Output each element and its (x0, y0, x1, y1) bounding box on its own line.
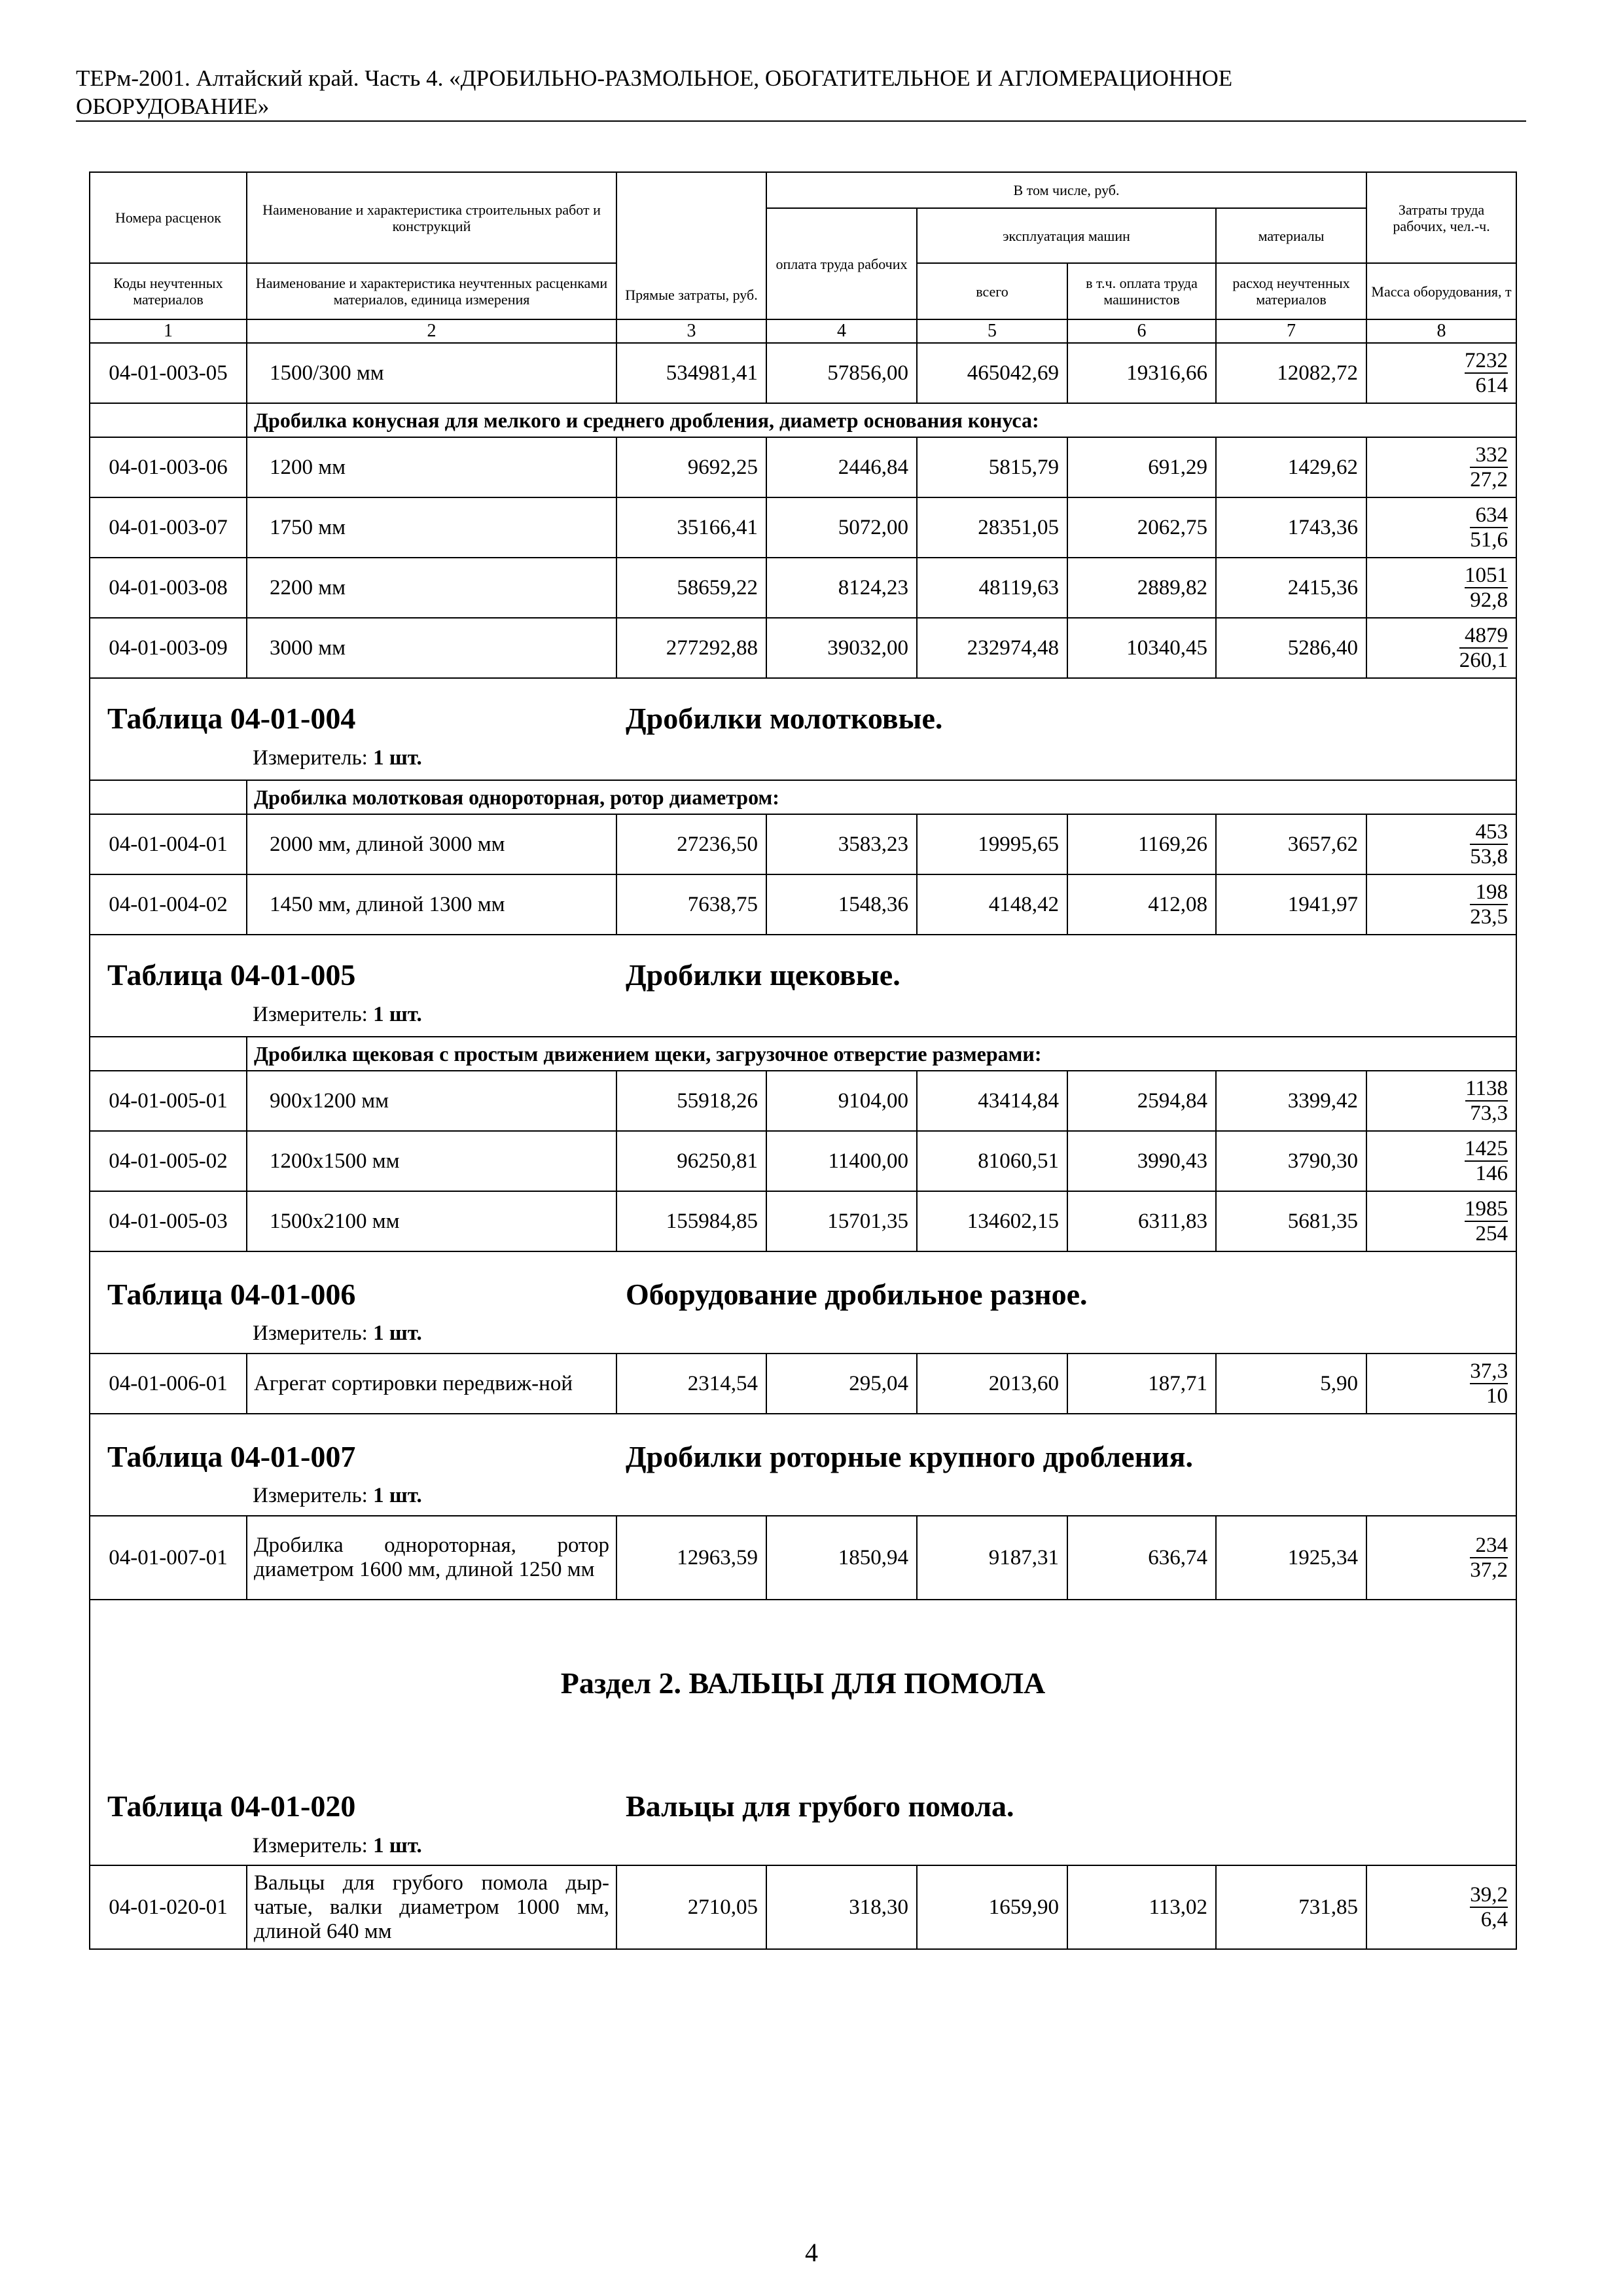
group-heading: Дробилка щековая с простым движением щеки, загрузочное отверстие размерами: (247, 1037, 1516, 1071)
labor-mass-cell (1366, 874, 1516, 935)
direct-cost: 2710,05 (616, 1865, 766, 1949)
worker-wages: 1548,36 (766, 874, 917, 935)
rate-name: 1750 мм (247, 497, 616, 558)
direct-cost: 7638,75 (616, 874, 766, 935)
hdr-machines: эксплуатация машин (917, 208, 1216, 263)
table-row (90, 1865, 1516, 1949)
rate-code: 04-01-007-01 (90, 1516, 247, 1600)
razdel-section (90, 1600, 1516, 1865)
section-table-title: Дробилки щековые. (626, 958, 901, 992)
labor-hours: 4879 (1459, 624, 1508, 649)
hdr-material-names: Наименование и характеристика неучтенных расценками материалов, единица измерения (247, 263, 616, 319)
table-section (90, 678, 1516, 780)
col-num: 2 (247, 319, 616, 343)
section-measure (253, 1003, 422, 1027)
table-row (90, 1131, 1516, 1191)
hdr-material-use: расход неучтенных материалов (1216, 263, 1366, 319)
measure-label: Измеритель: (253, 1003, 368, 1026)
rate-name: 1450 мм, длиной 1300 мм (247, 874, 616, 935)
col-num: 8 (1366, 319, 1516, 343)
labor-mass-fraction (1470, 880, 1508, 929)
table-row (90, 874, 1516, 935)
hdr-rate-numbers: Номера расценок (90, 172, 247, 263)
labor-mass-fraction (1465, 564, 1508, 612)
labor-hours: 332 (1470, 443, 1508, 468)
rate-name: 1200 мм (247, 437, 616, 497)
hdr-wages: оплата труда рабочих (766, 208, 917, 319)
measure-label: Измеритель: (253, 746, 368, 770)
worker-wages: 5072,00 (766, 497, 917, 558)
worker-wages: 39032,00 (766, 618, 917, 678)
worker-wages: 295,04 (766, 1354, 917, 1414)
page-header (76, 64, 1526, 120)
worker-wages: 57856,00 (766, 343, 917, 403)
section-table-label: Таблица 04-01-007 (107, 1440, 356, 1473)
table-row (90, 558, 1516, 618)
hdr-labor: Затраты труда рабочих, чел.-ч. (1366, 172, 1516, 263)
labor-mass-cell (1366, 558, 1516, 618)
section-measure (253, 1484, 422, 1508)
equipment-mass: 37,2 (1470, 1558, 1508, 1582)
worker-wages: 15701,35 (766, 1191, 917, 1251)
labor-mass-fraction (1470, 503, 1508, 552)
measure-value: 1 шт. (373, 746, 422, 770)
machines-total: 134602,15 (917, 1191, 1067, 1251)
direct-cost: 55918,26 (616, 1071, 766, 1131)
group-heading-row (90, 403, 1516, 437)
group-heading-row (90, 1037, 1516, 1071)
worker-wages: 11400,00 (766, 1131, 917, 1191)
rate-code: 04-01-003-06 (90, 437, 247, 497)
machinist-wages: 10340,45 (1067, 618, 1216, 678)
rate-code: 04-01-005-01 (90, 1071, 247, 1131)
table-header-row-1 (90, 172, 1516, 208)
hdr-machines-total: всего (917, 263, 1067, 319)
rate-code: 04-01-003-07 (90, 497, 247, 558)
labor-hours: 453 (1470, 820, 1508, 845)
table-section-row (90, 678, 1516, 780)
materials-cost: 731,85 (1216, 1865, 1366, 1949)
group-spacer (90, 1037, 247, 1071)
rate-code: 04-01-003-09 (90, 618, 247, 678)
direct-cost: 35166,41 (616, 497, 766, 558)
measure-value: 1 шт. (373, 1834, 422, 1857)
machinist-wages: 19316,66 (1067, 343, 1216, 403)
col-num: 4 (766, 319, 917, 343)
labor-hours: 198 (1470, 880, 1508, 905)
direct-cost: 9692,25 (616, 437, 766, 497)
rate-code: 04-01-005-02 (90, 1131, 247, 1191)
machines-total: 9187,31 (917, 1516, 1067, 1600)
col-num: 1 (90, 319, 247, 343)
header-line-1: ТЕРм-2001. Алтайский край. Часть 4. «ДРОБИЛЬНО-РАЗМОЛЬНОЕ, ОБОГАТИТЕЛЬНОЕ И АГЛОМЕРАЦИОННОЕ (76, 65, 1233, 91)
machines-total: 5815,79 (917, 437, 1067, 497)
group-heading: Дробилка молотковая однороторная, ротор диаметром: (247, 780, 1516, 814)
materials-cost: 1743,36 (1216, 497, 1366, 558)
machinist-wages: 2889,82 (1067, 558, 1216, 618)
col-num: 5 (917, 319, 1067, 343)
materials-cost: 3657,62 (1216, 814, 1366, 874)
section-table-title: Вальцы для грубого помола. (626, 1789, 1014, 1823)
hdr-material-codes: Коды неучтенных материалов (90, 263, 247, 319)
section-measure (253, 1321, 422, 1346)
table-section-row (90, 1414, 1516, 1516)
rate-code: 04-01-004-02 (90, 874, 247, 935)
materials-cost: 5286,40 (1216, 618, 1366, 678)
group-spacer (90, 780, 247, 814)
labor-mass-cell (1366, 1516, 1516, 1600)
machinist-wages: 187,71 (1067, 1354, 1216, 1414)
rate-name: 1200x1500 мм (247, 1131, 616, 1191)
table-row (90, 618, 1516, 678)
table-section-row (90, 935, 1516, 1037)
labor-mass-fraction (1470, 443, 1508, 492)
section-measure (253, 746, 422, 770)
group-heading-row (90, 780, 1516, 814)
machinist-wages: 113,02 (1067, 1865, 1216, 1949)
table-section (90, 935, 1516, 1037)
labor-hours: 1051 (1465, 563, 1508, 587)
worker-wages: 3583,23 (766, 814, 917, 874)
rate-name: 1500/300 мм (247, 343, 616, 403)
equipment-mass: 23,5 (1470, 905, 1508, 929)
table-row (90, 497, 1516, 558)
section-table-label: Таблица 04-01-004 (107, 702, 356, 735)
labor-hours: 1985 (1465, 1196, 1508, 1221)
table-row (90, 343, 1516, 403)
rate-name: 1500x2100 мм (247, 1191, 616, 1251)
machines-total: 81060,51 (917, 1131, 1067, 1191)
table-row (90, 1191, 1516, 1251)
equipment-mass: 73,3 (1470, 1101, 1508, 1125)
machines-total: 19995,65 (917, 814, 1067, 874)
machines-total: 232974,48 (917, 618, 1067, 678)
equipment-mass: 27,2 (1470, 467, 1508, 492)
machines-total: 465042,69 (917, 343, 1067, 403)
direct-cost: 58659,22 (616, 558, 766, 618)
labor-hours: 1425 (1465, 1136, 1508, 1160)
materials-cost: 5681,35 (1216, 1191, 1366, 1251)
table-section (90, 1251, 1516, 1354)
machines-total: 1659,90 (917, 1865, 1067, 1949)
direct-cost: 155984,85 (616, 1191, 766, 1251)
column-numbers-row (90, 319, 1516, 343)
hdr-materials: материалы (1216, 208, 1366, 263)
worker-wages: 9104,00 (766, 1071, 917, 1131)
table-row (90, 1354, 1516, 1414)
group-spacer (90, 403, 247, 437)
rate-name: 900x1200 мм (247, 1071, 616, 1131)
labor-mass-cell (1366, 618, 1516, 678)
price-table (89, 171, 1517, 1950)
labor-mass-fraction (1470, 1883, 1508, 1931)
labor-mass-cell (1366, 1131, 1516, 1191)
materials-cost: 1429,62 (1216, 437, 1366, 497)
machinist-wages: 691,29 (1067, 437, 1216, 497)
col-num: 7 (1216, 319, 1366, 343)
page-number: 4 (805, 2238, 818, 2267)
rate-code: 04-01-006-01 (90, 1354, 247, 1414)
hdr-in-total: В том числе, руб. (766, 172, 1366, 208)
col-num: 3 (616, 319, 766, 343)
section-table-title: Дробилки роторные крупного дробления. (626, 1440, 1193, 1473)
labor-hours: 234 (1470, 1534, 1508, 1558)
labor-mass-fraction (1465, 1197, 1508, 1246)
section-table-title: Дробилки молотковые. (626, 702, 943, 735)
equipment-mass: 10 (1486, 1384, 1508, 1408)
measure-value: 1 шт. (373, 1321, 422, 1345)
section-heading: Раздел 2. ВАЛЬЦЫ ДЛЯ ПОМОЛА (560, 1666, 1046, 1700)
labor-hours: 7232 (1465, 348, 1508, 372)
direct-cost: 277292,88 (616, 618, 766, 678)
materials-cost: 5,90 (1216, 1354, 1366, 1414)
machinist-wages: 1169,26 (1067, 814, 1216, 874)
machinist-wages: 3990,43 (1067, 1131, 1216, 1191)
table-row (90, 814, 1516, 874)
razdel-section-row (90, 1600, 1516, 1865)
direct-cost: 534981,41 (616, 343, 766, 403)
rate-name: 2200 мм (247, 558, 616, 618)
equipment-mass: 92,8 (1470, 588, 1508, 612)
labor-mass-cell (1366, 1354, 1516, 1414)
section-table-label: Таблица 04-01-006 (107, 1278, 356, 1311)
rate-code: 04-01-003-05 (90, 343, 247, 403)
machines-total: 2013,60 (917, 1354, 1067, 1414)
labor-mass-cell (1366, 1865, 1516, 1949)
materials-cost: 1925,34 (1216, 1516, 1366, 1600)
labor-mass-cell (1366, 343, 1516, 403)
direct-cost: 27236,50 (616, 814, 766, 874)
group-heading: Дробилка конусная для мелкого и среднего дробления, диаметр основания конуса: (247, 403, 1516, 437)
measure-value: 1 шт. (373, 1003, 422, 1026)
equipment-mass: 260,1 (1459, 648, 1508, 672)
labor-mass-fraction (1470, 1359, 1508, 1408)
section-table-title: Оборудование дробильное разное. (626, 1278, 1088, 1311)
section-table-label: Таблица 04-01-005 (107, 958, 356, 992)
labor-mass-cell (1366, 1071, 1516, 1131)
labor-mass-fraction (1465, 349, 1508, 397)
equipment-mass: 51,6 (1470, 528, 1508, 552)
equipment-mass: 254 (1475, 1221, 1508, 1246)
rate-name: Вальцы для грубого помола дыр-чатые, валки диаметром 1000 мм, длиной 640 мм (247, 1865, 616, 1949)
direct-cost: 12963,59 (616, 1516, 766, 1600)
direct-cost: 96250,81 (616, 1131, 766, 1191)
machinist-wages: 2594,84 (1067, 1071, 1216, 1131)
worker-wages: 8124,23 (766, 558, 917, 618)
labor-hours: 39,2 (1470, 1882, 1508, 1907)
rate-code: 04-01-020-01 (90, 1865, 247, 1949)
measure-value: 1 шт. (373, 1484, 422, 1507)
equipment-mass: 146 (1475, 1161, 1508, 1185)
labor-hours: 37,3 (1470, 1359, 1508, 1383)
rate-name: 3000 мм (247, 618, 616, 678)
machinist-wages: 6311,83 (1067, 1191, 1216, 1251)
labor-mass-cell (1366, 497, 1516, 558)
hdr-machinist-wages: в т.ч. оплата труда машинистов (1067, 263, 1216, 319)
rate-name: Агрегат сортировки передвиж-ной (247, 1354, 616, 1414)
direct-cost: 2314,54 (616, 1354, 766, 1414)
worker-wages: 2446,84 (766, 437, 917, 497)
labor-mass-fraction (1470, 820, 1508, 869)
machines-total: 43414,84 (917, 1071, 1067, 1131)
measure-label: Измеритель: (253, 1484, 368, 1507)
labor-mass-fraction (1465, 1137, 1508, 1185)
materials-cost: 3790,30 (1216, 1131, 1366, 1191)
labor-mass-fraction (1470, 1534, 1508, 1582)
labor-mass-fraction (1465, 1077, 1508, 1125)
worker-wages: 318,30 (766, 1865, 917, 1949)
rate-code: 04-01-005-03 (90, 1191, 247, 1251)
labor-mass-fraction (1459, 624, 1508, 672)
machines-total: 4148,42 (917, 874, 1067, 935)
measure-label: Измеритель: (253, 1321, 368, 1345)
table-section-row (90, 1251, 1516, 1354)
measure-label: Измеритель: (253, 1834, 368, 1857)
col-num: 6 (1067, 319, 1216, 343)
table-row (90, 1516, 1516, 1600)
equipment-mass: 53,8 (1470, 844, 1508, 869)
labor-hours: 634 (1470, 503, 1508, 528)
machines-total: 48119,63 (917, 558, 1067, 618)
materials-cost: 1941,97 (1216, 874, 1366, 935)
table-row (90, 437, 1516, 497)
section-table-label: Таблица 04-01-020 (107, 1789, 356, 1823)
section-measure (253, 1834, 422, 1858)
machinist-wages: 412,08 (1067, 874, 1216, 935)
materials-cost: 3399,42 (1216, 1071, 1366, 1131)
worker-wages: 1850,94 (766, 1516, 917, 1600)
labor-hours: 1138 (1465, 1076, 1508, 1100)
header-line-2: ОБОРУДОВАНИЕ» (76, 94, 270, 119)
hdr-work-name: Наименование и характеристика строительных работ и конструкций (247, 172, 616, 263)
labor-mass-cell (1366, 437, 1516, 497)
labor-mass-cell (1366, 814, 1516, 874)
rate-name: 2000 мм, длиной 3000 мм (247, 814, 616, 874)
table-section (90, 1414, 1516, 1516)
machinist-wages: 636,74 (1067, 1516, 1216, 1600)
rate-code: 04-01-004-01 (90, 814, 247, 874)
hdr-equipment-mass: Масса оборудования, т (1366, 263, 1516, 319)
rate-code: 04-01-003-08 (90, 558, 247, 618)
header-rule (76, 120, 1526, 122)
machines-total: 28351,05 (917, 497, 1067, 558)
equipment-mass: 6,4 (1480, 1907, 1508, 1931)
materials-cost: 2415,36 (1216, 558, 1366, 618)
equipment-mass: 614 (1475, 373, 1508, 397)
machinist-wages: 2062,75 (1067, 497, 1216, 558)
hdr-direct-costs: Прямые затраты, руб. (616, 172, 766, 319)
rate-name: Дробилка однороторная, ротор диаметром 1600 мм, длиной 1250 мм (247, 1516, 616, 1600)
table-row (90, 1071, 1516, 1131)
materials-cost: 12082,72 (1216, 343, 1366, 403)
labor-mass-cell (1366, 1191, 1516, 1251)
